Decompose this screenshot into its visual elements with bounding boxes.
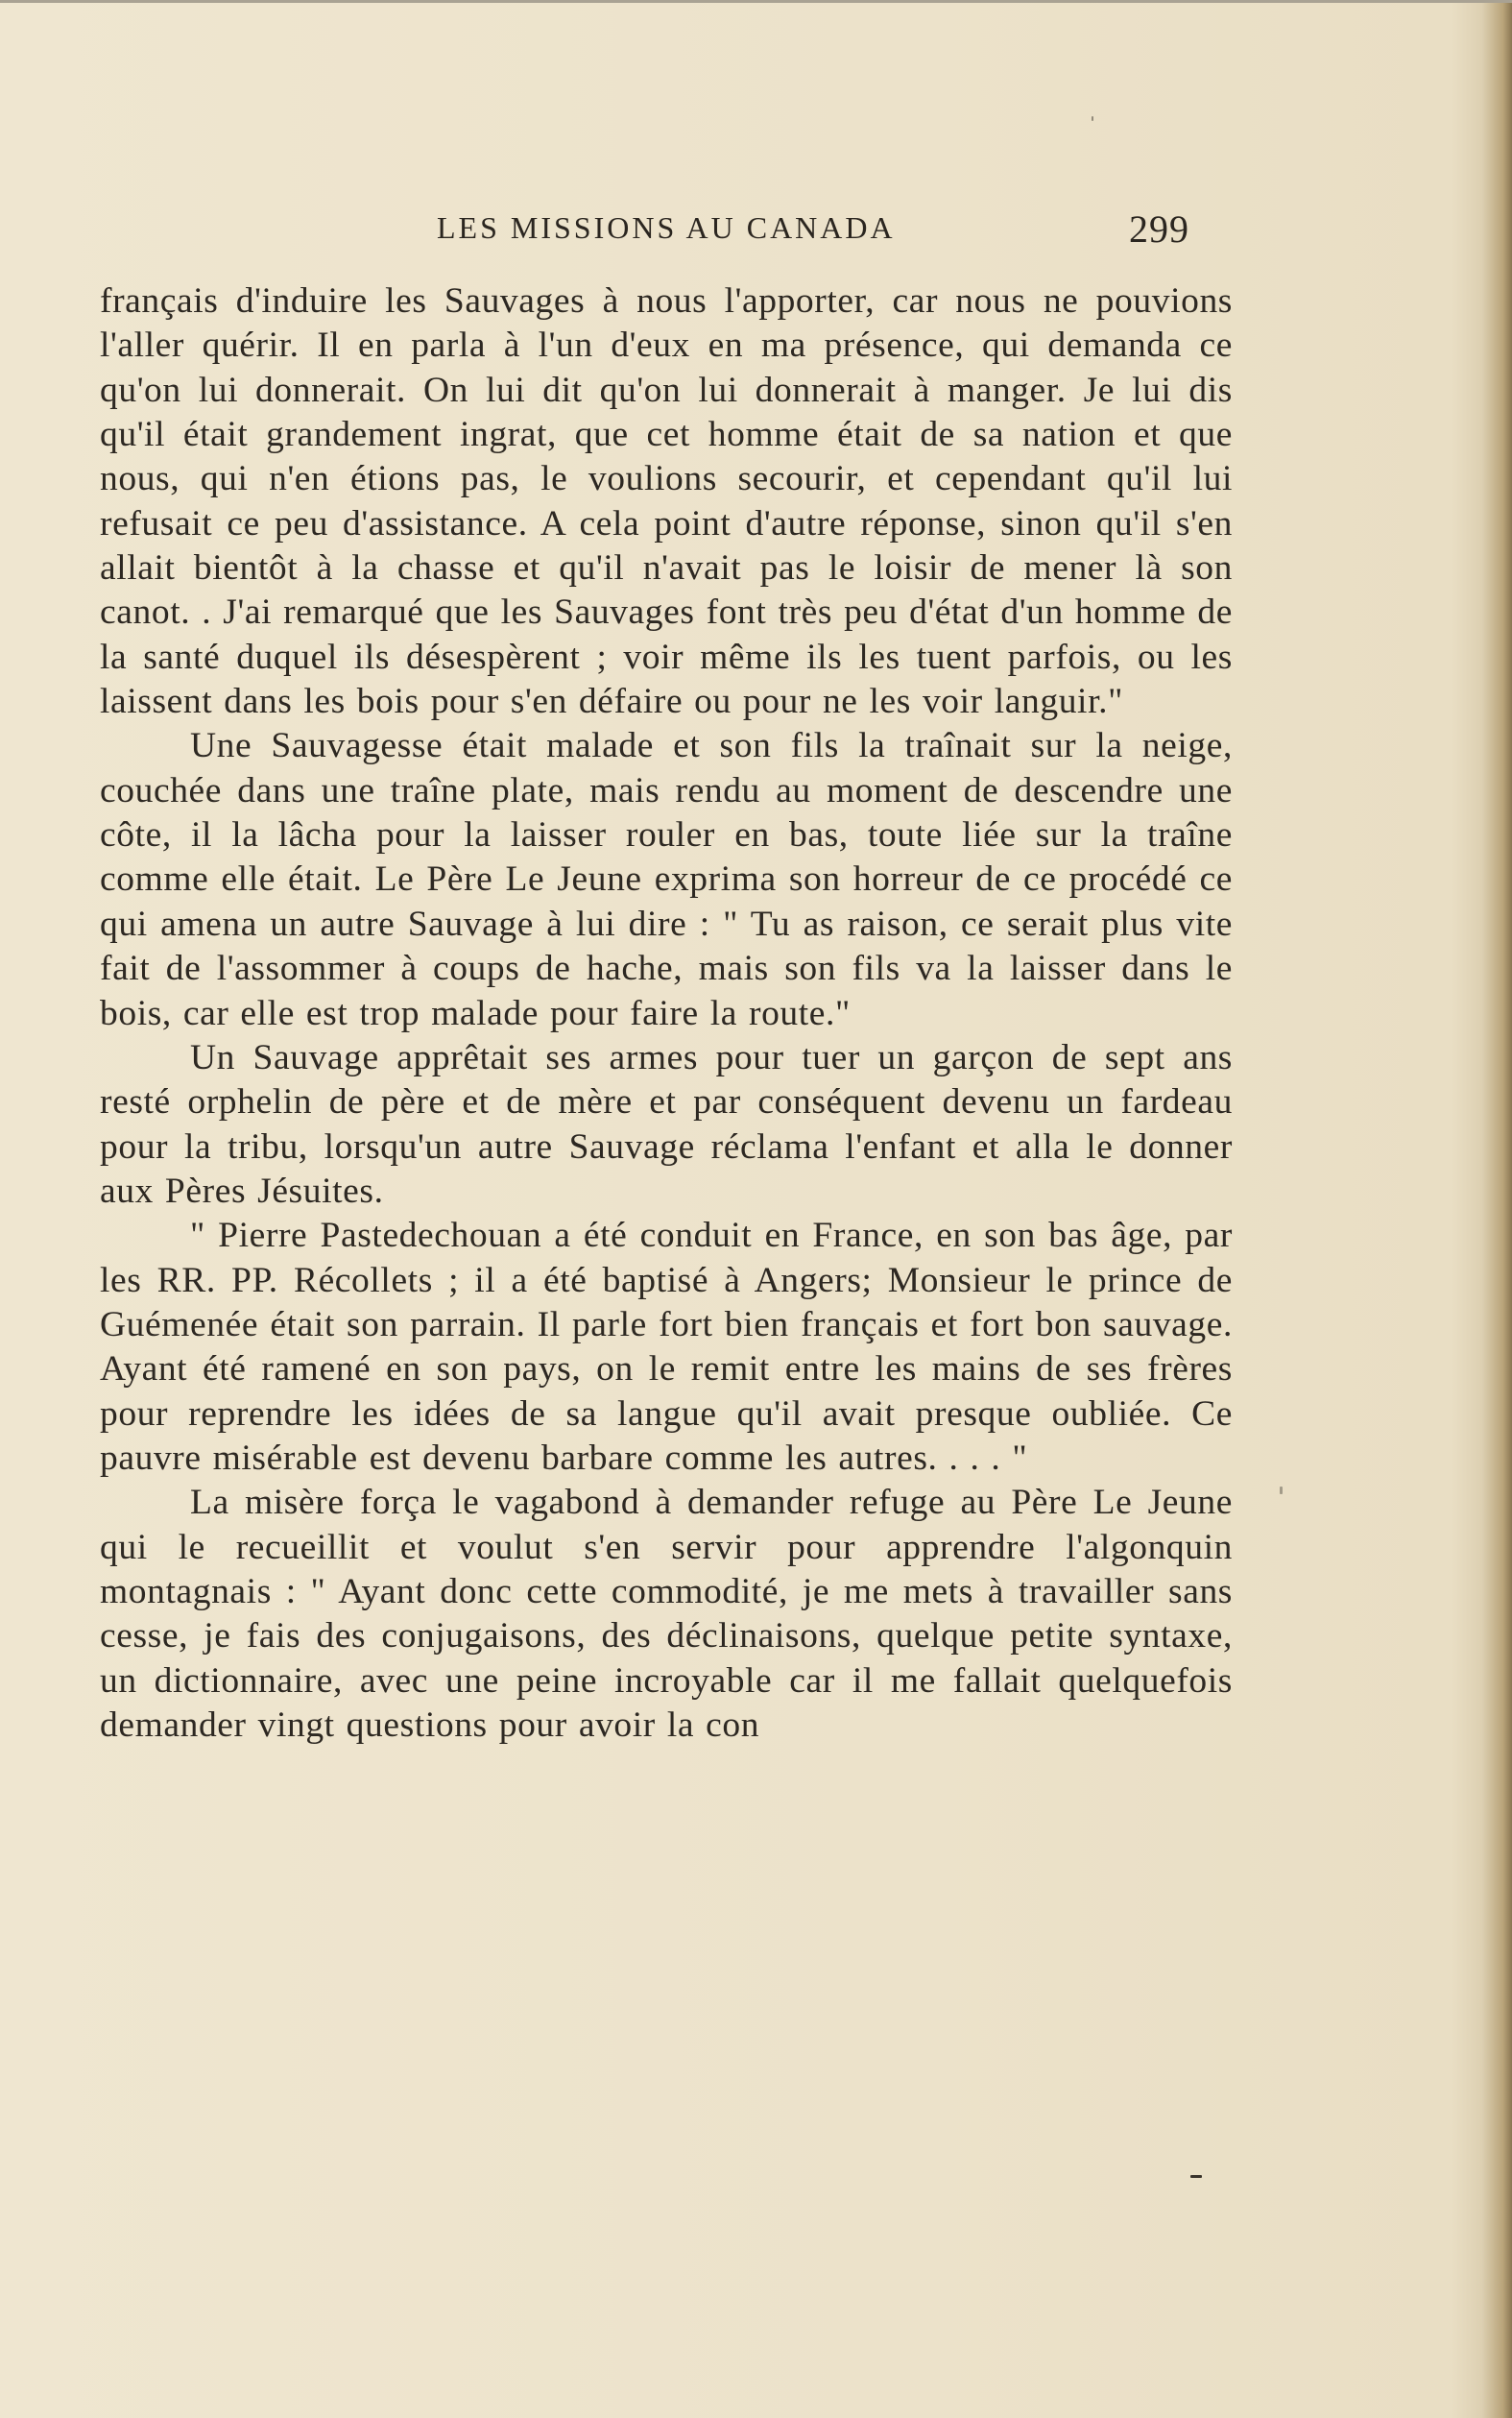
paragraph-5: La misère força le vagabond à demander refuge au Père Le Jeune qui le recueillit et voulut s'en servir pour apprendre l'algonquin montagnais : " Ayant donc cette commodité, je me mets à travailler sans cesse, je fais des conjugaisons, des déclinaisons, quelque petite syntaxe, un dictionnaire, avec une peine incroyable car il me fallait quelquefois demander vingt questions pour avoir la con (100, 1483, 1233, 1745)
ink-speck (1092, 116, 1093, 121)
ink-speck (1280, 1487, 1283, 1494)
running-head (0, 206, 1512, 254)
paragraph-2: Une Sauvagesse était malade et son fils la traînait sur la neige, couchée dans une traîne plate, mais rendu au moment de descendre une côte, il la lâcha pour la laisser rouler en bas, toute liée sur la traîne comme elle était. Le Père Le Jeune exprima son horreur de ce procédé ce qui amena un autre Sauvage à lui dire : " Tu as raison, ce serait plus vite fait de l'assommer à coups de hache, mais son fils va la laisser dans le bois, car elle est trop malade pour faire la route." (100, 726, 1233, 1033)
paragraph-1: français d'induire les Sauvages à nous l'apporter, car nous ne pouvions l'aller quérir. Il en parla à l'un d'eux en ma présence, qui demanda ce qu'on lui donnerait. On lui dit qu'on lui donnerait à manger. Je lui dis qu'il était grandement ingrat, que cet homme était de sa nation et que nous, qui n'en étions pas, le voulions secourir, et cependant qu'il lui refusait ce peu d'assistance. A cela point d'autre réponse, sinon qu'il s'en allait bientôt à la chasse et qu'il n'avait pas le loisir de mener là son canot. . J'ai remarqué que les Sauvages font très peu d'état d'un homme de la santé duquel ils désespèrent ; voir même ils les tuent parfois, ou les laissent dans les bois pour s'en défaire ou pour ne les voir languir." (100, 281, 1233, 722)
running-title: LES MISSIONS AU CANADA (437, 210, 896, 245)
paragraph-4: " Pierre Pastedechouan a été conduit en France, en son bas âge, par les RR. PP. Récollets ; il a été baptisé à Angers; Monsieur le prince de Guémenée était son parrain. Il parle fort bien français et fort bon sauvage. Ayant été ramené en son pays, on le remit entre les mains de ses frères pour reprendre les idées de sa langue qu'il avait presque oubliée. Ce pauvre misérable est devenu barbare comme les autres. . . . " (100, 1216, 1233, 1478)
body-text (100, 279, 1233, 1748)
ink-speck (1190, 2175, 1202, 2178)
page-number: 299 (1129, 207, 1189, 251)
paragraph-3: Un Sauvage apprêtait ses armes pour tuer un garçon de sept ans resté orphelin de père et de mère et par conséquent devenu un fardeau pour la tribu, lorsqu'un autre Sauvage réclama l'enfant et alla le donner aux Pères Jésuites. (100, 1037, 1233, 1211)
